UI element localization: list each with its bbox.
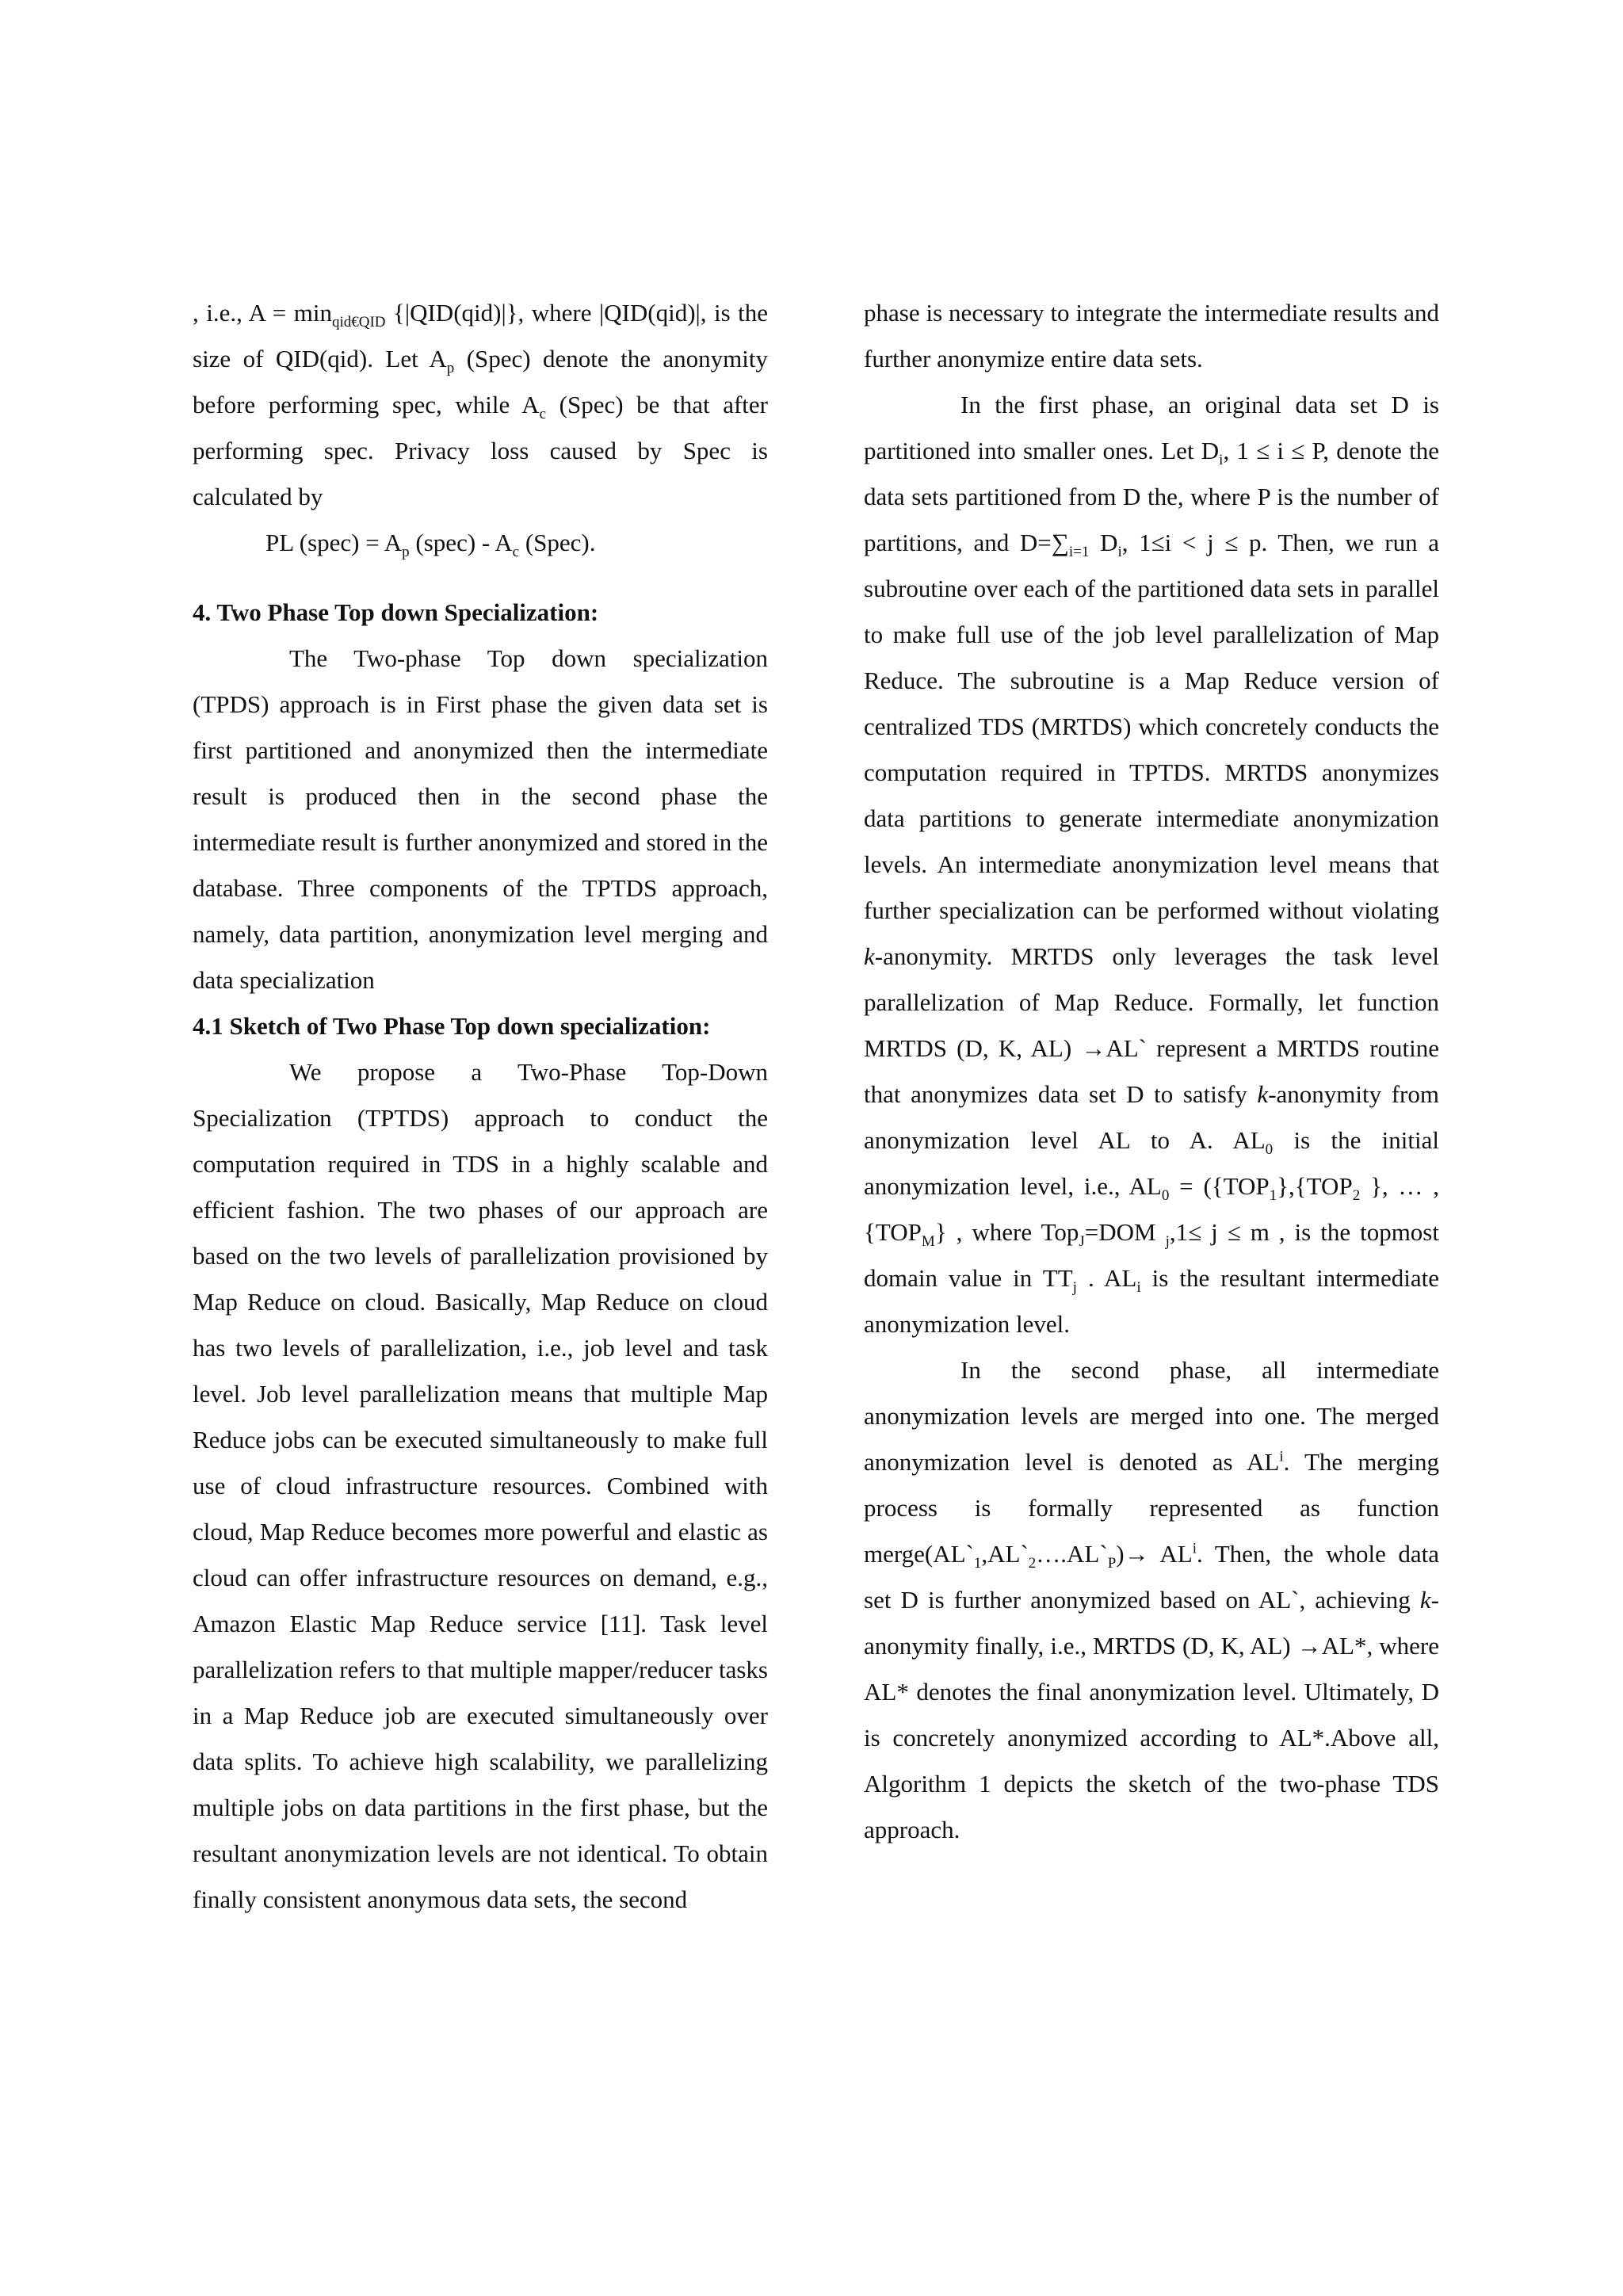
text-run: PL (spec) = A [265, 529, 403, 556]
text-run: )→ AL [1116, 1540, 1193, 1568]
text-run: -anonymity from anonymization level AL to A. AL [864, 1080, 1439, 1154]
superscript: i [1279, 1448, 1284, 1465]
subscript: j [1165, 1233, 1170, 1251]
italic-k: k [864, 942, 875, 970]
text-run: D [1089, 529, 1118, 556]
text-run: , 1 ≤ i ≤ P, denote the data sets partitioned from D the, where P is the number of partitions, and D=∑ [864, 437, 1439, 556]
text-run: (Spec). [519, 529, 596, 556]
subscript: qid€QID [331, 314, 386, 331]
first-phase-paragraph [864, 382, 1439, 1347]
continuation-paragraph: phase is necessary to integrate the intermediate results and further anonymize entire data sets. [864, 299, 1439, 372]
text-run: = ({TOP [1169, 1172, 1270, 1200]
text-run: } , where Top [934, 1218, 1079, 1246]
subscript: i=1 [1068, 544, 1090, 561]
privacy-loss-formula [193, 520, 768, 566]
tptds-proposal-paragraph: We propose a Two-Phase Top-Down Specialization (TPTDS) approach to conduct the computation required in TDS in a highly scalable and efficient fashion. The two phases of our approach are based on the two levels of parallelization provisioned by Map Reduce on cloud. Basically, Map Reduce on cloud has two levels of parallelization, i.e., job level and task level. Job level parallelization means that multiple Map Reduce jobs can be executed simultaneously to make full use of cloud infrastructure resources. Combined with cloud, Map Reduce becomes more powerful and elastic as cloud can offer infrastructure resources on demand, e.g., Amazon Elastic Map Reduce service [11]. Task level parallelization refers to that multiple mapper/reducer tasks in a Map Reduce job are executed simultaneously over data splits. To achieve high scalability, we parallelizing multiple jobs on data partitions in the first phase, but the resultant anonymization levels are not identical. To obtain finally consistent anonymous data sets, the second [193, 1058, 768, 1913]
text-run: =DOM [1084, 1218, 1166, 1246]
right-column [864, 290, 1439, 1853]
text-run: ,AL` [981, 1540, 1029, 1568]
subscript: j [1072, 1279, 1077, 1297]
text-run: (Spec) denote the anonymity before performing spec, while A [193, 345, 768, 418]
text-run: -anonymity finally, i.e., MRTDS (D, K, AL) →AL*, where AL* denotes the final anonymization level. Ultimately, D is concretely anonymized according to AL*.Above all, Algorithm 1 depicts the sketch of the two-phase TDS approach. [864, 1586, 1439, 1843]
text-run: ….AL` [1036, 1540, 1108, 1568]
subscript: M [921, 1233, 935, 1251]
text-run: ,1≤ j ≤ m , is the topmost domain value in TT [864, 1218, 1439, 1292]
subscript: P [1107, 1555, 1117, 1572]
subscript: p [446, 360, 455, 377]
superscript: i [1192, 1540, 1197, 1557]
tpds-paragraph: The Two-phase Top down specialization (TPDS) approach is in First phase the given data set is first partitioned and anonymized then the intermediate result is produced then in the second phase the intermediate result is further anonymized and stored in the database. Three components of the TPTDS approach, namely, data partition, anonymization level merging and data specialization [193, 644, 768, 994]
text-run: , 1≤i < j ≤ p. Then, we run a subroutine over each of the partitioned data sets in parallel to make full use of the job level parallelization of Map Reduce. The subroutine is a Map Reduce version of centralized TDS (MRTDS) which concretely conducts the computation required in TPTDS. MRTDS anonymizes data partitions to generate intermediate anonymization levels. An intermediate anonymization level means that further specialization can be performed without violating [864, 529, 1440, 924]
section-heading-4: 4. Two Phase Top down Specialization: [193, 598, 599, 626]
text-run: is the resultant intermediate anonymization level. [864, 1264, 1439, 1338]
subscript: 0 [1161, 1187, 1170, 1205]
text-run: In the first phase, an original data set D is partitioned into smaller ones. Let D [864, 391, 1439, 464]
subscript: 2 [1352, 1187, 1361, 1205]
subscript: c [512, 544, 520, 561]
text-run: , i.e., A = min [193, 299, 332, 327]
subscript: c [539, 406, 546, 423]
left-column [193, 290, 768, 1923]
subscript: p [402, 544, 410, 561]
spacer [193, 566, 768, 590]
italic-k: k [1257, 1080, 1269, 1108]
subscript: i [1136, 1279, 1141, 1297]
text-run: -anonymity. MRTDS only leverages the task level parallelization of Map Reduce. Formally, let function MRTDS (D, K, AL) →AL` represent a MRTDS routine that anonymizes data set D to satisfy [864, 942, 1439, 1108]
text-run: is the initial anonymization level, i.e., AL [864, 1126, 1439, 1200]
text-run: {|QID(qid)|}, where |QID(qid)|, is the size of QID(qid). Let A [193, 299, 769, 372]
intro-paragraph [193, 290, 768, 520]
text-run: },{TOP [1277, 1172, 1353, 1200]
text-run: }, … ,{TOP [864, 1172, 1439, 1246]
subscript: i [1219, 452, 1224, 469]
text-run: In the second phase, all intermediate anonymization levels are merged into one. The merged anonymization level is denoted as AL [864, 1356, 1439, 1476]
subscript: i [1117, 544, 1122, 561]
subscript: 2 [1028, 1555, 1037, 1572]
text-run: . The merging process is formally represented as function merge(AL` [864, 1448, 1440, 1568]
text-run: . Then, the whole data set D is further anonymized based on AL`, achieving [864, 1540, 1440, 1614]
subscript: 1 [1269, 1187, 1277, 1205]
subscript: 0 [1265, 1141, 1274, 1159]
second-phase-paragraph [864, 1347, 1439, 1853]
section-heading-4-1: 4.1 Sketch of Two Phase Top down specialization: [193, 1012, 711, 1040]
italic-k: k [1419, 1586, 1431, 1614]
text-run: (spec) - A [409, 529, 513, 556]
text-run: (Spec) be that after performing spec. Privacy loss caused by Spec is calculated by [193, 391, 768, 510]
subscript: 1 [973, 1555, 982, 1572]
text-run: . AL [1076, 1264, 1137, 1292]
subscript: J [1079, 1233, 1085, 1251]
